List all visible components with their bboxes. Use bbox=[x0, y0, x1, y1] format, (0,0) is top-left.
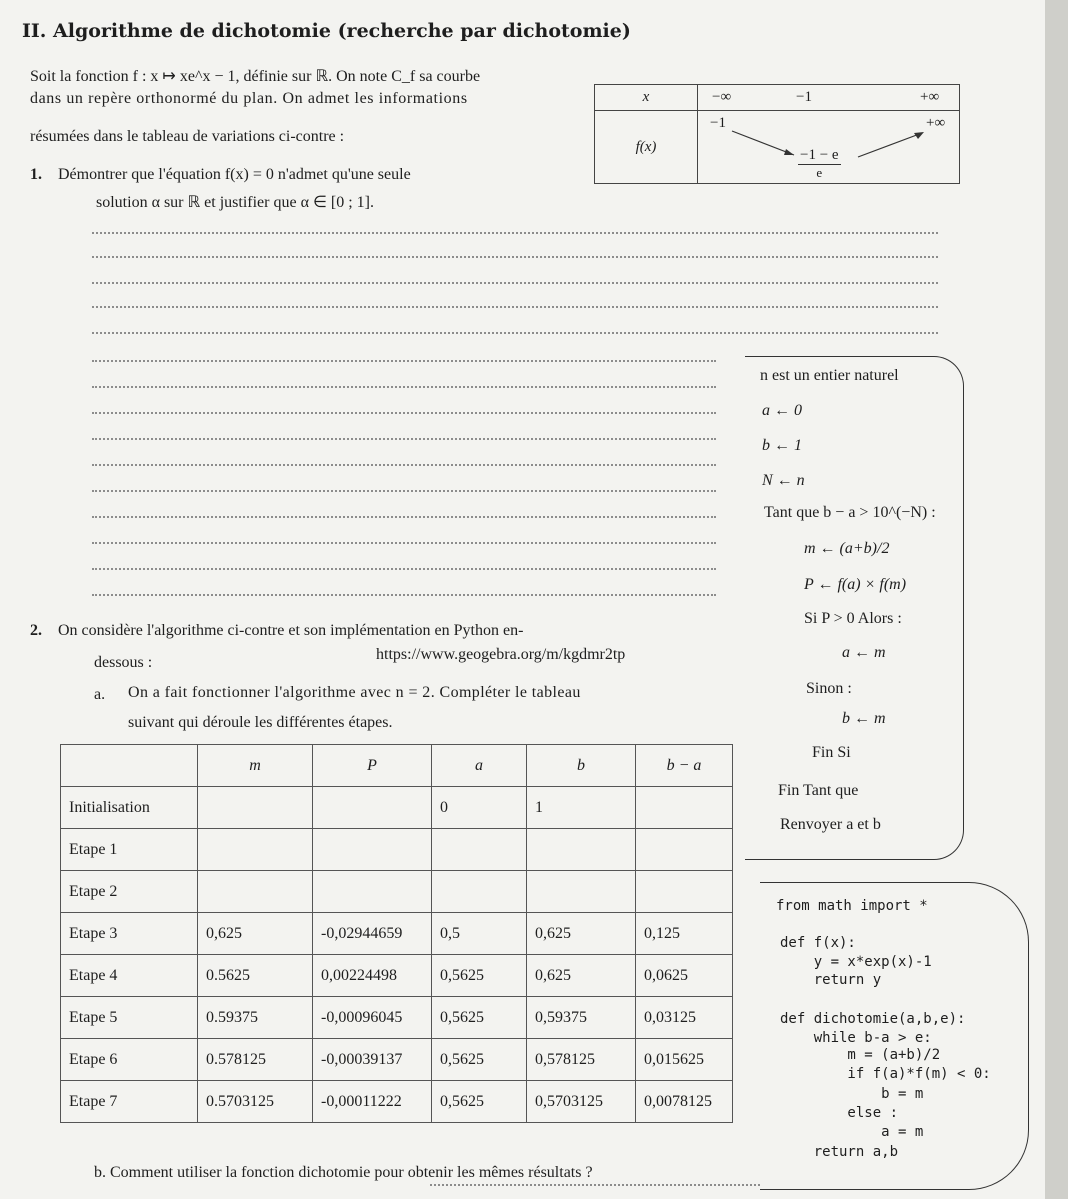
vt-f-left-value: −1 bbox=[710, 115, 726, 131]
answer-line[interactable] bbox=[92, 386, 716, 388]
code-line: def f(x): bbox=[780, 935, 856, 951]
algo-line: n est un entier naturel bbox=[760, 367, 899, 384]
intro-line-1: Soit la fonction f : x ↦ xe^x − 1, définie sur ℝ. On note C_f sa courbe bbox=[30, 68, 481, 85]
answer-line[interactable] bbox=[92, 282, 938, 284]
table-cell[interactable] bbox=[636, 829, 733, 871]
table-row bbox=[61, 787, 733, 829]
vt-decreasing-arrow bbox=[732, 131, 794, 155]
table-cell: 0,5 bbox=[432, 913, 527, 955]
variation-table bbox=[594, 84, 960, 184]
algo-line: P ← f(a) × f(m) bbox=[804, 576, 907, 593]
geogebra-link[interactable]: https://www.geogebra.org/m/kgdmr2tp bbox=[376, 646, 626, 663]
table-cell: -0,00039137 bbox=[313, 1039, 432, 1081]
vt-arrowhead-down bbox=[784, 149, 794, 155]
vt-x-minus-one: −1 bbox=[796, 89, 812, 105]
vt-arrows bbox=[698, 111, 960, 185]
table-cell: 0,0625 bbox=[636, 955, 733, 997]
vt-x-plus-inf: +∞ bbox=[920, 89, 940, 105]
answer-line[interactable] bbox=[92, 438, 716, 440]
table-cell: 0,578125 bbox=[527, 1039, 636, 1081]
table-row bbox=[61, 829, 733, 871]
q2a-text-2: suivant qui déroule les différentes étapes. bbox=[128, 714, 393, 731]
table-cell: 0,625 bbox=[527, 955, 636, 997]
table-cell[interactable] bbox=[198, 787, 313, 829]
algo-line: Fin Si bbox=[812, 744, 851, 761]
table-cell[interactable] bbox=[527, 829, 636, 871]
table-cell: 0,5625 bbox=[432, 1039, 527, 1081]
table-cell: 0,5625 bbox=[432, 997, 527, 1039]
vt-min-numerator: −1 − e bbox=[800, 147, 839, 163]
table-cell: Etape 1 bbox=[61, 829, 198, 871]
table-header-cell: b bbox=[527, 745, 636, 787]
table-cell: Initialisation bbox=[61, 787, 198, 829]
table-cell[interactable] bbox=[313, 829, 432, 871]
table-cell: -0,02944659 bbox=[313, 913, 432, 955]
table-cell[interactable] bbox=[198, 871, 313, 913]
algo-line: m ← (a+b)/2 bbox=[804, 540, 890, 557]
table-row bbox=[61, 913, 733, 955]
table-cell: 0,03125 bbox=[636, 997, 733, 1039]
code-line: y = x*exp(x)-1 bbox=[780, 954, 932, 970]
section-title: II. Algorithme de dichotomie (recherche par dichotomie) bbox=[22, 20, 631, 42]
code-line: return a,b bbox=[780, 1144, 899, 1160]
code-line: m = (a+b)/2 bbox=[780, 1047, 941, 1063]
table-header-cell: P bbox=[313, 745, 432, 787]
table-cell: -0,00011222 bbox=[313, 1081, 432, 1123]
algo-line: b ← m bbox=[842, 710, 886, 727]
code-line: def dichotomie(a,b,e): bbox=[780, 1011, 966, 1027]
vt-f-right-value: +∞ bbox=[926, 115, 946, 131]
q2a-text: On a fait fonctionner l'algorithme avec n = 2. Compléter le tableau bbox=[128, 684, 581, 701]
algo-line: Fin Tant que bbox=[778, 782, 859, 799]
answer-line[interactable] bbox=[92, 256, 938, 258]
q1-text: Démontrer que l'équation f(x) = 0 n'admet qu'une seule bbox=[58, 166, 411, 183]
answer-line[interactable] bbox=[92, 412, 716, 414]
algo-line: a ← m bbox=[842, 644, 886, 661]
answer-line[interactable] bbox=[92, 594, 716, 596]
vt-f-row bbox=[698, 111, 960, 184]
code-line: if f(a)*f(m) < 0: bbox=[780, 1066, 991, 1082]
vt-increasing-arrow bbox=[858, 133, 922, 157]
code-line: b = m bbox=[780, 1086, 924, 1102]
table-header-cell: a bbox=[432, 745, 527, 787]
answer-line[interactable] bbox=[92, 360, 716, 362]
page-edge bbox=[1045, 0, 1068, 1199]
table-cell: Etape 2 bbox=[61, 871, 198, 913]
table-header-cell bbox=[61, 745, 198, 787]
table-cell: 0.5625 bbox=[198, 955, 313, 997]
q2b-text: b. Comment utiliser la fonction dichotomie pour obtenir les mêmes résultats ? bbox=[94, 1164, 593, 1181]
table-cell: 0,5625 bbox=[432, 1081, 527, 1123]
answer-line[interactable] bbox=[92, 490, 716, 492]
algo-line: Si P > 0 Alors : bbox=[804, 610, 902, 627]
intro-line-2: dans un repère orthonormé du plan. On admet les informations bbox=[30, 90, 468, 107]
vt-min-denominator: e bbox=[816, 165, 823, 180]
table-cell[interactable] bbox=[432, 871, 527, 913]
table-cell[interactable] bbox=[636, 871, 733, 913]
table-header-cell: m bbox=[198, 745, 313, 787]
answer-line[interactable] bbox=[92, 568, 716, 570]
algo-line: b ← 1 bbox=[762, 437, 802, 454]
table-cell: 0,625 bbox=[198, 913, 313, 955]
table-cell[interactable] bbox=[432, 829, 527, 871]
table-cell[interactable] bbox=[198, 829, 313, 871]
table-row bbox=[61, 1039, 733, 1081]
table-cell[interactable] bbox=[313, 871, 432, 913]
table-cell: Etape 5 bbox=[61, 997, 198, 1039]
table-cell: 0 bbox=[432, 787, 527, 829]
answer-line[interactable] bbox=[92, 232, 938, 234]
table-row bbox=[61, 955, 733, 997]
answer-line[interactable] bbox=[92, 516, 716, 518]
algo-line: Tant que b − a > 10^(−N) : bbox=[764, 504, 936, 521]
table-cell: 0,5703125 bbox=[527, 1081, 636, 1123]
q1-number: 1. bbox=[30, 166, 42, 183]
steps-table bbox=[60, 744, 733, 1123]
table-cell: 0,5625 bbox=[432, 955, 527, 997]
table-cell: 0,625 bbox=[527, 913, 636, 955]
table-cell: Etape 6 bbox=[61, 1039, 198, 1081]
algo-line: Sinon : bbox=[806, 680, 852, 697]
q2-text: On considère l'algorithme ci-contre et son implémentation en Python en- bbox=[58, 622, 524, 639]
vt-x-row bbox=[698, 85, 960, 111]
table-cell[interactable] bbox=[313, 787, 432, 829]
table-row bbox=[61, 1081, 733, 1123]
code-line: else : bbox=[780, 1105, 899, 1121]
code-line: return y bbox=[780, 972, 882, 988]
table-header-cell: b − a bbox=[636, 745, 733, 787]
table-cell: 0,125 bbox=[636, 913, 733, 955]
table-cell: 0,0078125 bbox=[636, 1081, 733, 1123]
answer-line[interactable] bbox=[430, 1184, 760, 1186]
code-line: a = m bbox=[780, 1124, 924, 1140]
vt-fx-label: f(x) bbox=[595, 111, 698, 184]
table-cell: Etape 3 bbox=[61, 913, 198, 955]
table-cell[interactable] bbox=[527, 871, 636, 913]
table-cell: 0.59375 bbox=[198, 997, 313, 1039]
answer-line[interactable] bbox=[92, 542, 716, 544]
table-cell: 1 bbox=[527, 787, 636, 829]
answer-line[interactable] bbox=[92, 464, 716, 466]
algo-line: Renvoyer a et b bbox=[780, 816, 881, 833]
answer-line[interactable] bbox=[92, 306, 938, 308]
q2-text-2: dessous : bbox=[94, 654, 153, 671]
table-cell[interactable] bbox=[636, 787, 733, 829]
code-line: from math import * bbox=[776, 898, 928, 914]
q1-text-2: solution α sur ℝ et justifier que α ∈ [0 ; 1]. bbox=[96, 194, 375, 211]
table-cell: Etape 4 bbox=[61, 955, 198, 997]
code-line: while b-a > e: bbox=[780, 1030, 932, 1046]
algo-line: a ← 0 bbox=[762, 402, 802, 419]
table-cell: 0,59375 bbox=[527, 997, 636, 1039]
algo-line: N ← n bbox=[762, 472, 805, 489]
q2-number: 2. bbox=[30, 622, 42, 639]
vt-x-minus-inf: −∞ bbox=[712, 89, 732, 105]
q2a-label: a. bbox=[94, 686, 106, 703]
table-cell: 0,00224498 bbox=[313, 955, 432, 997]
table-cell: 0.5703125 bbox=[198, 1081, 313, 1123]
vt-x-label: x bbox=[595, 85, 698, 111]
table-row bbox=[61, 871, 733, 913]
table-cell: 0.578125 bbox=[198, 1039, 313, 1081]
table-header-row bbox=[61, 745, 733, 787]
intro-line-3: résumées dans le tableau de variations ci-contre : bbox=[30, 128, 345, 145]
table-cell: Etape 7 bbox=[61, 1081, 198, 1123]
table-row bbox=[61, 997, 733, 1039]
answer-line[interactable] bbox=[92, 332, 938, 334]
table-cell: 0,015625 bbox=[636, 1039, 733, 1081]
table-cell: -0,00096045 bbox=[313, 997, 432, 1039]
